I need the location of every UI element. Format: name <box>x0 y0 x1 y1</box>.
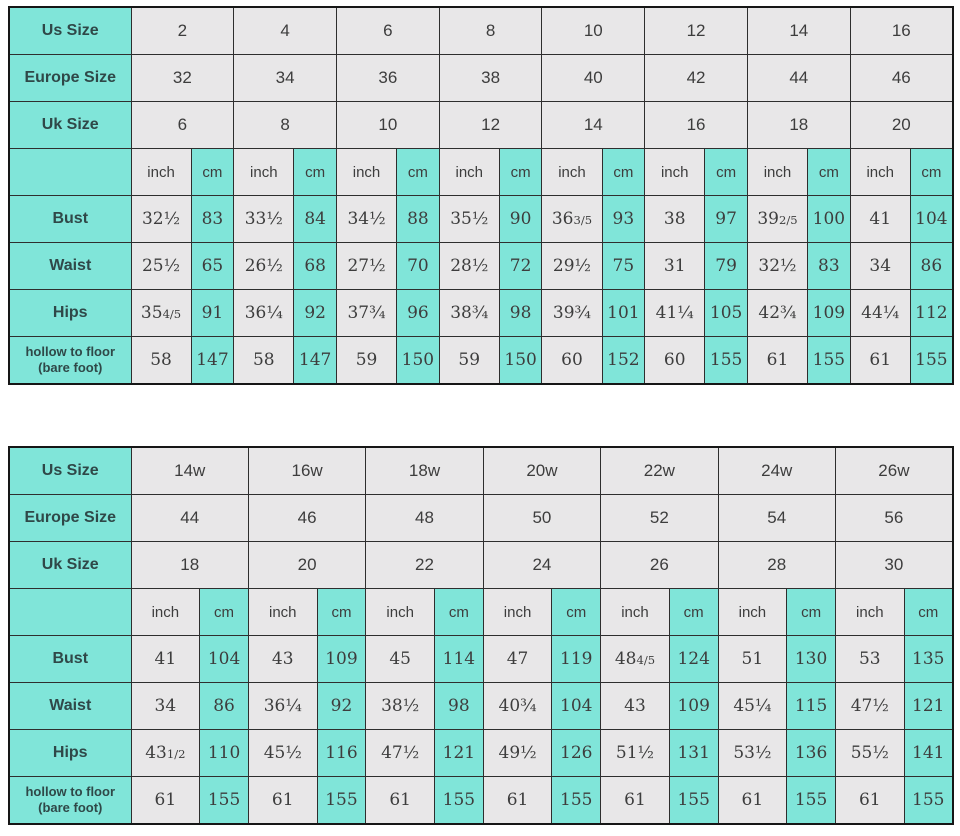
inch-value: 45 <box>366 636 435 683</box>
size-header-row-2 <box>9 542 953 589</box>
cm-value: 150 <box>499 337 542 385</box>
size-value: 6 <box>336 7 439 55</box>
row-label: Uk Size <box>9 102 131 149</box>
inch-unit-label: inch <box>131 149 191 196</box>
cm-value: 98 <box>435 683 484 730</box>
cm-value: 86 <box>910 243 953 290</box>
inch-value: 51 <box>718 636 787 683</box>
inch-value: 392/5 <box>747 196 807 243</box>
cm-unit-label: cm <box>552 589 601 636</box>
size-value: 20w <box>483 447 600 495</box>
cm-value: 92 <box>317 683 366 730</box>
size-value: 14w <box>131 447 248 495</box>
cm-value: 109 <box>669 683 718 730</box>
inch-value: 26½ <box>234 243 294 290</box>
cm-value: 68 <box>294 243 337 290</box>
cm-value: 83 <box>191 196 234 243</box>
size-value: 16 <box>645 102 748 149</box>
cm-value: 104 <box>910 196 953 243</box>
cm-value: 92 <box>294 290 337 337</box>
cm-value: 155 <box>787 777 836 825</box>
inch-unit-label: inch <box>850 149 910 196</box>
inch-value: 35½ <box>439 196 499 243</box>
cm-value: 130 <box>787 636 836 683</box>
inch-value: 29½ <box>542 243 602 290</box>
inch-value: 41 <box>131 636 200 683</box>
size-value: 42 <box>645 55 748 102</box>
inch-value: 363/5 <box>542 196 602 243</box>
size-value: 34 <box>234 55 337 102</box>
inch-value: 43 <box>601 683 670 730</box>
size-value: 8 <box>439 7 542 55</box>
size-value: 18w <box>366 447 483 495</box>
cm-value: 152 <box>602 337 645 385</box>
size-value: 12 <box>439 102 542 149</box>
cm-value: 155 <box>705 337 748 385</box>
row-label: Europe Size <box>9 55 131 102</box>
row-label: Us Size <box>9 7 131 55</box>
size-value: 16w <box>248 447 365 495</box>
cm-value: 136 <box>787 730 836 777</box>
measurement-row <box>9 777 953 825</box>
inch-unit-label: inch <box>439 149 499 196</box>
inch-unit-label: inch <box>542 149 602 196</box>
inch-value: 28½ <box>439 243 499 290</box>
inch-value: 31 <box>645 243 705 290</box>
inch-value: 58 <box>234 337 294 385</box>
inch-value: 45¼ <box>718 683 787 730</box>
cm-value: 90 <box>499 196 542 243</box>
inch-value: 34 <box>131 683 200 730</box>
size-value: 26 <box>601 542 718 589</box>
cm-value: 105 <box>705 290 748 337</box>
size-value: 4 <box>234 7 337 55</box>
inch-value: 60 <box>645 337 705 385</box>
inch-value: 38¾ <box>439 290 499 337</box>
cm-unit-label: cm <box>669 589 718 636</box>
size-value: 8 <box>234 102 337 149</box>
unit-header-row <box>9 149 953 196</box>
inch-value: 40¾ <box>483 683 552 730</box>
inch-value: 51½ <box>601 730 670 777</box>
size-value: 16 <box>850 7 953 55</box>
inch-value: 27½ <box>336 243 396 290</box>
cm-value: 121 <box>435 730 484 777</box>
cm-value: 155 <box>904 777 953 825</box>
cm-value: 104 <box>200 636 249 683</box>
cm-value: 141 <box>904 730 953 777</box>
size-value: 48 <box>366 495 483 542</box>
size-value: 24 <box>483 542 600 589</box>
row-label: Waist <box>9 683 131 730</box>
cm-value: 72 <box>499 243 542 290</box>
cm-value: 119 <box>552 636 601 683</box>
row-label: Waist <box>9 243 131 290</box>
size-value: 54 <box>718 495 835 542</box>
size-value: 32 <box>131 55 234 102</box>
inch-value: 34½ <box>336 196 396 243</box>
size-value: 20 <box>248 542 365 589</box>
size-value: 24w <box>718 447 835 495</box>
cm-value: 147 <box>294 337 337 385</box>
cm-value: 86 <box>200 683 249 730</box>
cm-value: 126 <box>552 730 601 777</box>
cm-unit-label: cm <box>200 589 249 636</box>
size-value: 6 <box>131 102 234 149</box>
cm-value: 83 <box>808 243 851 290</box>
fraction-part: 2/5 <box>779 213 798 227</box>
cm-unit-label: cm <box>397 149 440 196</box>
size-header-row-1 <box>9 495 953 542</box>
inch-value: 32½ <box>747 243 807 290</box>
cm-unit-label: cm <box>705 149 748 196</box>
cm-value: 96 <box>397 290 440 337</box>
inch-value: 59 <box>336 337 396 385</box>
fraction-part: 1/2 <box>166 747 186 761</box>
cm-value: 75 <box>602 243 645 290</box>
inch-value: 45½ <box>248 730 317 777</box>
cm-value: 116 <box>317 730 366 777</box>
row-label: Europe Size <box>9 495 131 542</box>
cm-unit-label: cm <box>191 149 234 196</box>
cm-unit-label: cm <box>910 149 953 196</box>
cm-unit-label: cm <box>435 589 484 636</box>
inch-value: 61 <box>248 777 317 825</box>
row-label: Us Size <box>9 447 131 495</box>
cm-value: 109 <box>317 636 366 683</box>
cm-value: 147 <box>191 337 234 385</box>
size-value: 38 <box>439 55 542 102</box>
size-value: 56 <box>835 495 952 542</box>
row-label: Bust <box>9 196 131 243</box>
measurement-row <box>9 683 953 730</box>
inch-unit-label: inch <box>248 589 317 636</box>
inch-value: 61 <box>850 337 910 385</box>
cm-unit-label: cm <box>808 149 851 196</box>
size-value: 36 <box>336 55 439 102</box>
cm-value: 112 <box>910 290 953 337</box>
cm-unit-label: cm <box>602 149 645 196</box>
measurement-row <box>9 196 953 243</box>
size-header-row-0 <box>9 447 953 495</box>
inch-value: 53½ <box>718 730 787 777</box>
inch-value: 25½ <box>131 243 191 290</box>
inch-value: 55½ <box>835 730 904 777</box>
size-value: 10 <box>542 7 645 55</box>
inch-value: 32½ <box>131 196 191 243</box>
fraction-part: 3/5 <box>573 213 593 227</box>
inch-value: 38½ <box>366 683 435 730</box>
cm-value: 150 <box>397 337 440 385</box>
cm-value: 93 <box>602 196 645 243</box>
inch-value: 60 <box>542 337 602 385</box>
unit-row-label <box>9 589 131 636</box>
inch-value: 484/5 <box>601 636 670 683</box>
size-value: 14 <box>747 7 850 55</box>
inch-unit-label: inch <box>601 589 670 636</box>
cm-value: 70 <box>397 243 440 290</box>
cm-value: 98 <box>499 290 542 337</box>
cm-value: 91 <box>191 290 234 337</box>
size-value: 44 <box>131 495 248 542</box>
inch-unit-label: inch <box>747 149 807 196</box>
cm-value: 65 <box>191 243 234 290</box>
inch-unit-label: inch <box>234 149 294 196</box>
size-value: 18 <box>131 542 248 589</box>
size-value: 50 <box>483 495 600 542</box>
unit-header-row <box>9 589 953 636</box>
cm-value: 101 <box>602 290 645 337</box>
inch-value: 431/2 <box>131 730 200 777</box>
size-value: 18 <box>747 102 850 149</box>
inch-value: 43 <box>248 636 317 683</box>
inch-value: 44¼ <box>850 290 910 337</box>
cm-value: 155 <box>808 337 851 385</box>
size-value: 20 <box>850 102 953 149</box>
cm-value: 155 <box>669 777 718 825</box>
unit-row-label <box>9 149 131 196</box>
measurement-row <box>9 636 953 683</box>
size-value: 46 <box>248 495 365 542</box>
cm-value: 84 <box>294 196 337 243</box>
cm-unit-label: cm <box>294 149 337 196</box>
inch-value: 41 <box>850 196 910 243</box>
cm-value: 155 <box>435 777 484 825</box>
inch-value: 61 <box>835 777 904 825</box>
inch-unit-label: inch <box>366 589 435 636</box>
inch-value: 58 <box>131 337 191 385</box>
inch-value: 38 <box>645 196 705 243</box>
inch-value: 61 <box>131 777 200 825</box>
cm-unit-label: cm <box>787 589 836 636</box>
size-value: 30 <box>835 542 952 589</box>
cm-unit-label: cm <box>317 589 366 636</box>
size-value: 2 <box>131 7 234 55</box>
size-value: 22w <box>601 447 718 495</box>
inch-unit-label: inch <box>645 149 705 196</box>
cm-value: 115 <box>787 683 836 730</box>
cm-value: 114 <box>435 636 484 683</box>
cm-value: 110 <box>200 730 249 777</box>
cm-value: 135 <box>904 636 953 683</box>
cm-value: 121 <box>904 683 953 730</box>
cm-unit-label: cm <box>904 589 953 636</box>
inch-value: 41¼ <box>645 290 705 337</box>
inch-value: 47 <box>483 636 552 683</box>
inch-value: 34 <box>850 243 910 290</box>
inch-value: 36¼ <box>234 290 294 337</box>
inch-value: 354/5 <box>131 290 191 337</box>
inch-value: 42¾ <box>747 290 807 337</box>
cm-value: 88 <box>397 196 440 243</box>
size-value: 14 <box>542 102 645 149</box>
inch-unit-label: inch <box>718 589 787 636</box>
cm-value: 100 <box>808 196 851 243</box>
cm-value: 155 <box>317 777 366 825</box>
inch-value: 47½ <box>835 683 904 730</box>
inch-value: 49½ <box>483 730 552 777</box>
measurement-row <box>9 730 953 777</box>
inch-value: 61 <box>718 777 787 825</box>
row-label: hollow to floor (bare foot) <box>9 337 131 385</box>
cm-value: 109 <box>808 290 851 337</box>
fraction-part: 4/5 <box>636 653 656 667</box>
size-value: 52 <box>601 495 718 542</box>
row-label: Hips <box>9 290 131 337</box>
inch-value: 59 <box>439 337 499 385</box>
row-label: hollow to floor (bare foot) <box>9 777 131 825</box>
row-label: Hips <box>9 730 131 777</box>
size-header-row-2 <box>9 102 953 149</box>
standard-size-chart-table <box>8 6 954 385</box>
row-label: Uk Size <box>9 542 131 589</box>
size-value: 46 <box>850 55 953 102</box>
cm-value: 155 <box>910 337 953 385</box>
size-value: 28 <box>718 542 835 589</box>
measurement-row <box>9 243 953 290</box>
size-header-row-1 <box>9 55 953 102</box>
inch-value: 61 <box>483 777 552 825</box>
size-header-row-0 <box>9 7 953 55</box>
inch-value: 47½ <box>366 730 435 777</box>
size-value: 22 <box>366 542 483 589</box>
cm-unit-label: cm <box>499 149 542 196</box>
inch-unit-label: inch <box>131 589 200 636</box>
cm-value: 104 <box>552 683 601 730</box>
inch-unit-label: inch <box>835 589 904 636</box>
cm-value: 124 <box>669 636 718 683</box>
measurement-row <box>9 337 953 385</box>
size-value: 12 <box>645 7 748 55</box>
plus-size-chart-table <box>8 446 954 825</box>
inch-value: 61 <box>747 337 807 385</box>
row-label: Bust <box>9 636 131 683</box>
size-value: 10 <box>336 102 439 149</box>
inch-unit-label: inch <box>483 589 552 636</box>
inch-value: 53 <box>835 636 904 683</box>
cm-value: 155 <box>200 777 249 825</box>
cm-value: 79 <box>705 243 748 290</box>
cm-value: 97 <box>705 196 748 243</box>
inch-unit-label: inch <box>336 149 396 196</box>
measurement-row <box>9 290 953 337</box>
fraction-part: 4/5 <box>162 307 182 321</box>
inch-value: 36¼ <box>248 683 317 730</box>
inch-value: 37¾ <box>336 290 396 337</box>
size-value: 44 <box>747 55 850 102</box>
inch-value: 61 <box>601 777 670 825</box>
inch-value: 33½ <box>234 196 294 243</box>
cm-value: 155 <box>552 777 601 825</box>
size-value: 26w <box>835 447 952 495</box>
inch-value: 61 <box>366 777 435 825</box>
cm-value: 131 <box>669 730 718 777</box>
size-value: 40 <box>542 55 645 102</box>
inch-value: 39¾ <box>542 290 602 337</box>
